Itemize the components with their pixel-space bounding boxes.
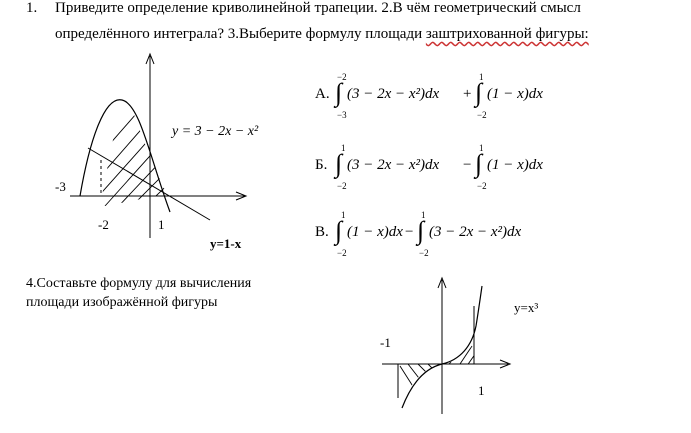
question-line-2: [55, 26, 589, 43]
integral-sign-icon: ∫: [475, 78, 483, 107]
option-letter: А.: [315, 86, 330, 102]
curve-label-2: y=x³: [514, 300, 539, 315]
lower-limit: −3: [337, 110, 347, 120]
line-y-1-x: [88, 148, 210, 220]
integrand: (1 − x)dx: [487, 157, 543, 173]
hatch-region-right: [446, 346, 478, 370]
integrand: (1 − x)dx: [347, 224, 403, 240]
upper-limit: 1: [341, 143, 346, 153]
integral-sign-icon: ∫: [475, 149, 483, 178]
figure-1-graph: [50, 48, 310, 258]
upper-limit: 1: [479, 143, 484, 153]
integral-sign-icon: ∫: [335, 78, 343, 107]
label-neg1: -1: [380, 335, 391, 350]
operator: −: [405, 224, 414, 240]
integrand: (1 − x)dx: [487, 86, 543, 102]
option-letter: В.: [315, 224, 329, 240]
integrand: (3 − 2x − x²)dx: [347, 157, 440, 173]
question-4-line-1: 4.Составьте формулу для вычисления: [26, 276, 252, 291]
integral-sign-icon: ∫: [417, 216, 425, 245]
lower-limit: −2: [419, 248, 429, 258]
hatch-region-left: [400, 364, 436, 388]
operator: +: [463, 86, 472, 102]
question-number: 1.: [26, 0, 38, 16]
operator: −: [463, 157, 472, 173]
upper-limit: 1: [479, 72, 484, 82]
label-1-fig2: 1: [478, 383, 485, 398]
upper-limit: 1: [421, 210, 426, 220]
integral-sign-icon: ∫: [335, 216, 343, 245]
upper-limit: 1: [341, 210, 346, 220]
label-neg2: -2: [98, 217, 109, 232]
lower-limit: −2: [477, 181, 487, 191]
lower-limit: −2: [337, 248, 347, 258]
question-line-1: Приведите определение криволинейной трапеции. 2.В чём геометрический смысл: [55, 0, 581, 16]
curve-label: y = 3 − 2x − x²: [172, 124, 259, 139]
question-line-2b: заштрихованной фигуры:: [425, 26, 589, 42]
upper-limit: −2: [337, 72, 347, 82]
integrand: (3 − 2x − x²)dx: [429, 224, 522, 240]
option-letter: Б.: [315, 157, 328, 173]
figure-2-graph: [378, 276, 518, 426]
integrand: (3 − 2x − x²)dx: [347, 86, 440, 102]
question-4-line-2: площади изображённой фигуры: [26, 295, 218, 310]
label-neg3: -3: [55, 179, 66, 194]
lower-limit: −2: [477, 110, 487, 120]
label-1: 1: [158, 217, 165, 232]
lower-limit: −2: [337, 181, 347, 191]
line-label: y=1-x: [210, 236, 242, 251]
question-line-2a: определённого интеграла? 3.Выберите формулу площади: [55, 26, 426, 42]
integral-sign-icon: ∫: [335, 149, 343, 178]
